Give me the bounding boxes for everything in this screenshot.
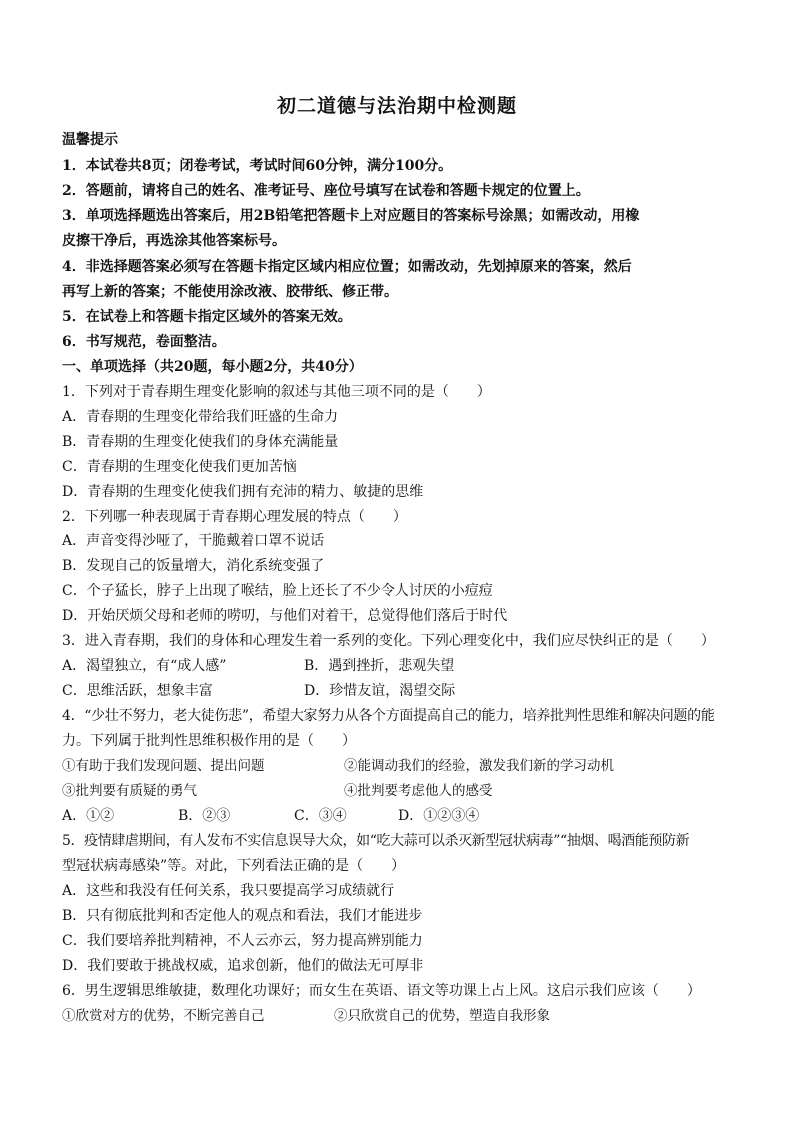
q5-option-b: B．只有彻底批判和否定他人的观点和看法，我们才能进步 bbox=[62, 908, 423, 924]
q4-option-c: C．③④ bbox=[294, 808, 347, 824]
q1-option-a: A．青春期的生理变化带给我们旺盛的生命力 bbox=[62, 409, 339, 425]
tip-item: 1．本试卷共8页；闭卷考试，考试时间60分钟，满分100分。 bbox=[62, 158, 453, 174]
q4-statement-3: ③批判要有质疑的勇气 bbox=[62, 783, 197, 799]
q1-option-c: C．青春期的生理变化使我们更加苦恼 bbox=[62, 459, 297, 475]
tip-item: 3．单项选择题选出答案后，用2B铅笔把答题卡上对应题目的答案标号涂黑；如需改动，用橡 bbox=[62, 208, 640, 224]
q4-option-d: D．①②③④ bbox=[398, 808, 480, 824]
tip-item: 皮擦干净后，再选涂其他答案标号。 bbox=[62, 233, 286, 249]
q5-option-c: C．我们要培养批判精神，不人云亦云，努力提高辨别能力 bbox=[62, 933, 423, 949]
q2-option-d: D．开始厌烦父母和老师的唠叨，与他们对着干，总觉得他们落后于时代 bbox=[62, 608, 508, 624]
q2-option-b: B．发现自己的饭量增大，消化系统变强了 bbox=[62, 558, 325, 574]
q4-option-b: B．②③ bbox=[178, 808, 231, 824]
tip-item: 4．非选择题答案必须写在答题卡指定区域内相应位置；如需改动，先划掉原来的答案，然后 bbox=[62, 259, 632, 275]
q3-option-a: A．渴望独立，有“成人感” bbox=[62, 658, 227, 674]
q5-option-a: A．这些和我没有任何关系，我只要提高学习成绩就行 bbox=[62, 883, 395, 899]
tip-item: 6．书写规范，卷面整洁。 bbox=[62, 334, 226, 350]
tip-item: 2．答题前，请将自己的姓名、准考证号、座位号填写在试卷和答题卡规定的位置上。 bbox=[62, 183, 590, 199]
q3-option-b: B．遇到挫折，悲观失望 bbox=[304, 658, 455, 674]
q5-option-d: D．我们要敢于挑战权威，追求创新，他们的做法无可厚非 bbox=[62, 958, 424, 974]
q1-option-d: D．青春期的生理变化使我们拥有充沛的精力、敏捷的思维 bbox=[62, 484, 424, 500]
q4-statement-2: ②能调动我们的经验，激发我们新的学习动机 bbox=[344, 758, 614, 774]
question-4-stem: 4．“少壮不努力，老大徒伤悲”，希望大家努力从各个方面提高自己的能力，培养批判性思维和解决问题的能 bbox=[62, 708, 715, 724]
tips-heading: 温馨提示 bbox=[62, 132, 118, 148]
q1-option-b: B．青春期的生理变化使我们的身体充满能量 bbox=[62, 434, 339, 450]
question-5-stem: 5．疫情肆虐期间，有人发布不实信息误导大众，如“吃大蒜可以杀灭新型冠状病毒”“抽烟、喝酒能预防新 bbox=[62, 833, 690, 849]
q3-option-c: C．思维活跃，想象丰富 bbox=[62, 683, 213, 699]
q2-option-a: A．声音变得沙哑了，干脆戴着口罩不说话 bbox=[62, 533, 325, 549]
question-5-stem-cont: 型冠状病毒感染”等。对此，下列看法正确的是（ ） bbox=[62, 858, 406, 874]
tip-item: 5．在试卷上和答题卡指定区域外的答案无效。 bbox=[62, 309, 352, 325]
q3-option-d: D．珍惜友谊，渴望交际 bbox=[304, 683, 456, 699]
question-3-stem: 3．进入青春期，我们的身体和心理发生着一系列的变化。下列心理变化中，我们应尽快纠正的是（ ） bbox=[62, 633, 715, 649]
page-title: 初二道德与法治期中检测题 bbox=[276, 95, 517, 117]
question-1-stem: 1．下列对于青春期生理变化影响的叙述与其他三项不同的是（ ） bbox=[62, 384, 491, 400]
q6-statement-2: ②只欣赏自己的优势，塑造自我形象 bbox=[334, 1008, 550, 1024]
tip-item: 再写上新的答案；不能使用涂改液、胶带纸、修正带。 bbox=[62, 284, 398, 300]
q4-option-a: A．①② bbox=[62, 808, 115, 824]
q4-statement-1: ①有助于我们发现问题、提出问题 bbox=[62, 758, 265, 774]
question-4-stem-cont: 力。下列属于批判性思维积极作用的是（ ） bbox=[62, 733, 356, 749]
question-2-stem: 2．下列哪一种表现属于青春期心理发展的特点（ ） bbox=[62, 509, 407, 525]
q4-statement-4: ④批判要考虑他人的感受 bbox=[344, 783, 493, 799]
q6-statement-1: ①欣赏对方的优势，不断完善自己 bbox=[62, 1008, 265, 1024]
question-6-stem: 6．男生逻辑思维敏捷，数理化功课好；而女生在英语、语文等功课上占上风。这启示我们应该（ ） bbox=[62, 983, 701, 999]
q2-option-c: C．个子猛长，脖子上出现了喉结，脸上还长了不少令人讨厌的小痘痘 bbox=[62, 583, 493, 599]
section-heading: 一、单项选择（共20题，每小题2分，共40分） bbox=[62, 359, 363, 375]
